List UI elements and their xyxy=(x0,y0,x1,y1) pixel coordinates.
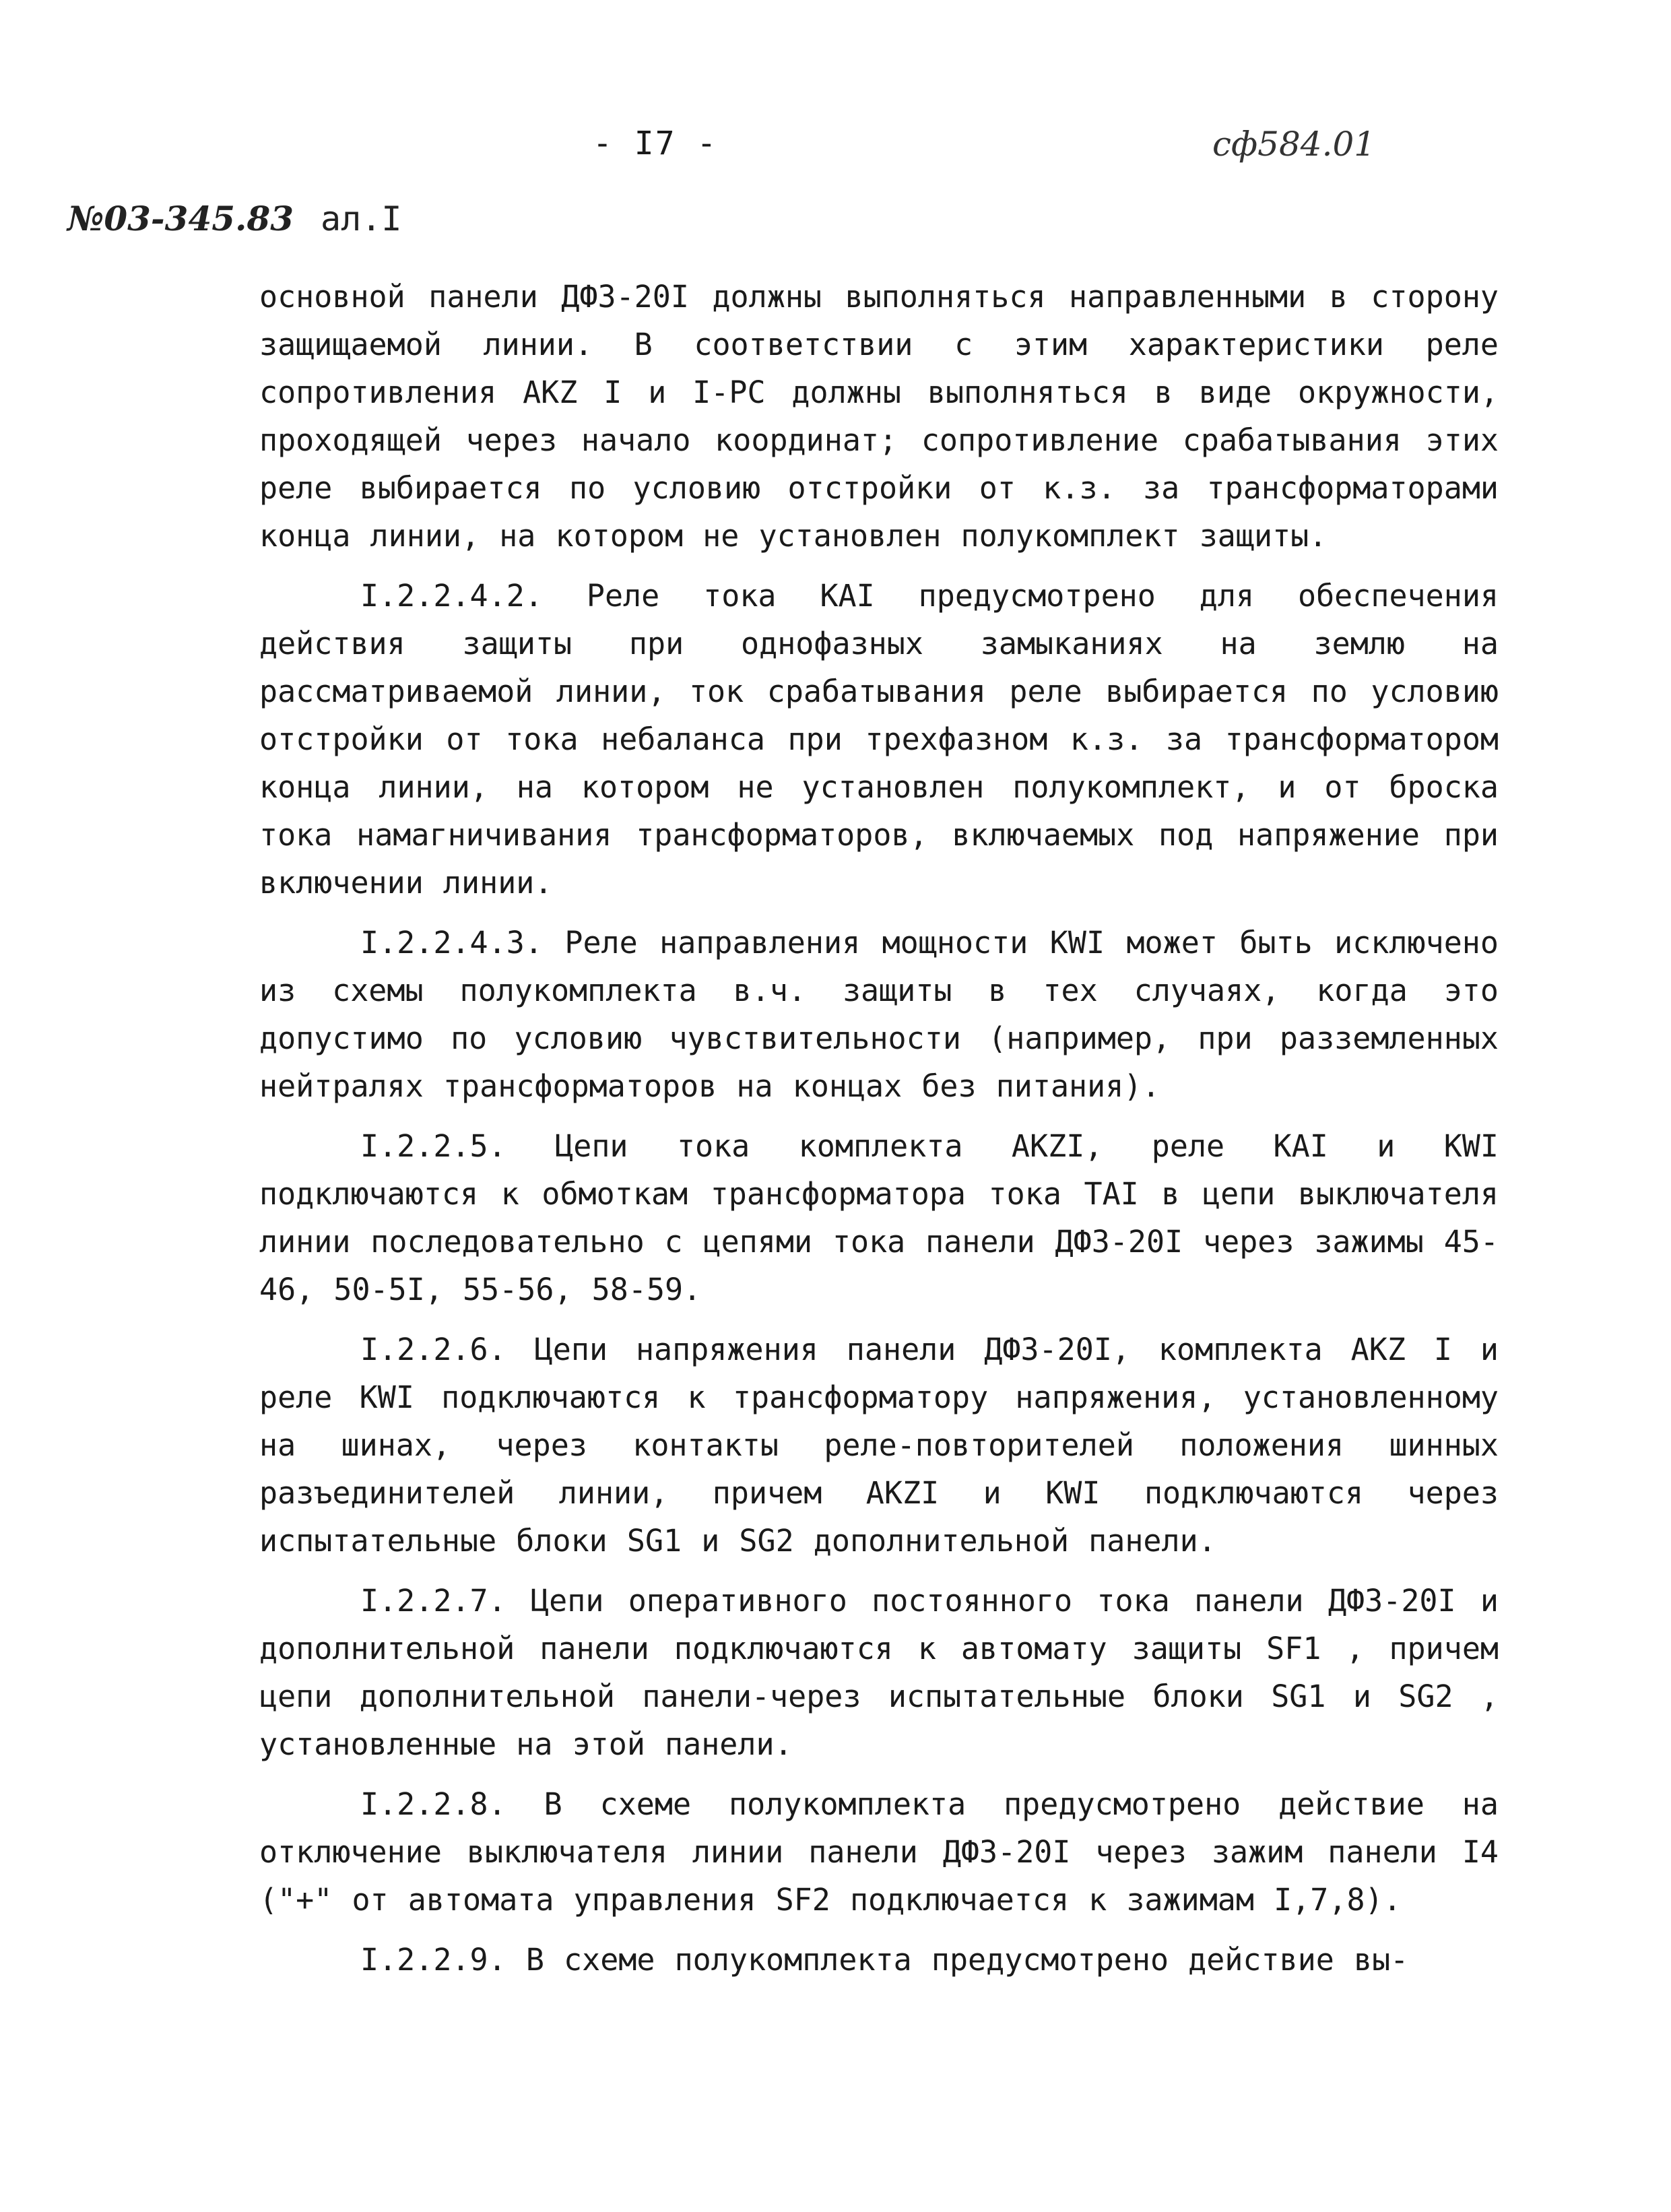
document-number-handwritten xyxy=(67,199,401,238)
paragraph-1-2-2-7: I.2.2.7. Цепи оперативного постоянного тока панели ДФЗ-20I и дополнительной панели подключаются к автомату защиты SF1 , причем цепи дополнительной панели-через испытательные блоки SG1 и SG2 , установленные на этой панели. xyxy=(259,1583,1499,1762)
paragraph-1-2-2-6: I.2.2.6. Цепи напряжения панели ДФЗ-20I, комплекта AKZ I и реле KWI подключаются к трансформатору напряжения, установленному на шинах, через контакты реле-повторителей положения шинных разъединителей линии, причем AKZI и KWI подключаются через испытательные блоки SG1 и SG2 дополнительной панели. xyxy=(259,1332,1499,1559)
document-number: №03-345.83 xyxy=(67,199,294,238)
paragraph-1-2-2-9: I.2.2.9. В схеме полукомплекта предусмотрено действие вы- xyxy=(360,1942,1409,1978)
paragraph-1-2-2-8: I.2.2.8. В схеме полукомплекта предусмотрено действие на отключение выключателя линии панели ДФЗ-20I через зажим панели I4 ("+" от автомата управления SF2 подключается к зажимам I,7,8). xyxy=(259,1786,1499,1918)
sheet-label: ал.I xyxy=(321,199,402,238)
page-number: - I7 - xyxy=(593,125,718,162)
paragraph-1-2-2-4-2: I.2.2.4.2. Реле тока KAI предусмотрено для обеспечения действия защиты при однофазных замыканиях на землю на рассматриваемой линии, ток срабатывания реле выбирается по условию отстройки от тока небаланса при трехфазном к.з. за трансформатором конца линии, на котором не установлен полукомплект, и от броска тока намагничивания трансформаторов, включаемых под напряжение при включении линии. xyxy=(259,578,1499,901)
document-code-handwritten: сф584.01 xyxy=(1212,125,1376,164)
paragraph-1-2-2-5: I.2.2.5. Цепи тока комплекта AKZI, реле KAI и KWI подключаются к обмоткам трансформатора тока TAI в цепи выключателя линии последовательно с цепями тока панели ДФЗ-20I через зажимы 45-46, 50-5I, 55-56, 58-59. xyxy=(259,1128,1499,1307)
paragraph-continued: основной панели ДФЗ-20I должны выполняться направленными в сторону защищаемой линии. В соответствии с этим характеристики реле сопротивления AKZ I и I-PC должны выполняться в виде окружности, проходящей через начало координат; сопротивление срабатывания этих реле выбирается по условию отстройки от к.з. за трансформаторами конца линии, на котором не установлен полукомплект защиты. xyxy=(259,279,1499,554)
paragraph-1-2-2-4-3: I.2.2.4.3. Реле направления мощности KWI может быть исключено из схемы полукомплекта в.ч. защиты в тех случаях, когда это допустимо по условию чувствительности (например, при разземленных нейтралях трансформаторов на концах без питания). xyxy=(259,925,1499,1104)
body-text xyxy=(259,273,1499,1996)
